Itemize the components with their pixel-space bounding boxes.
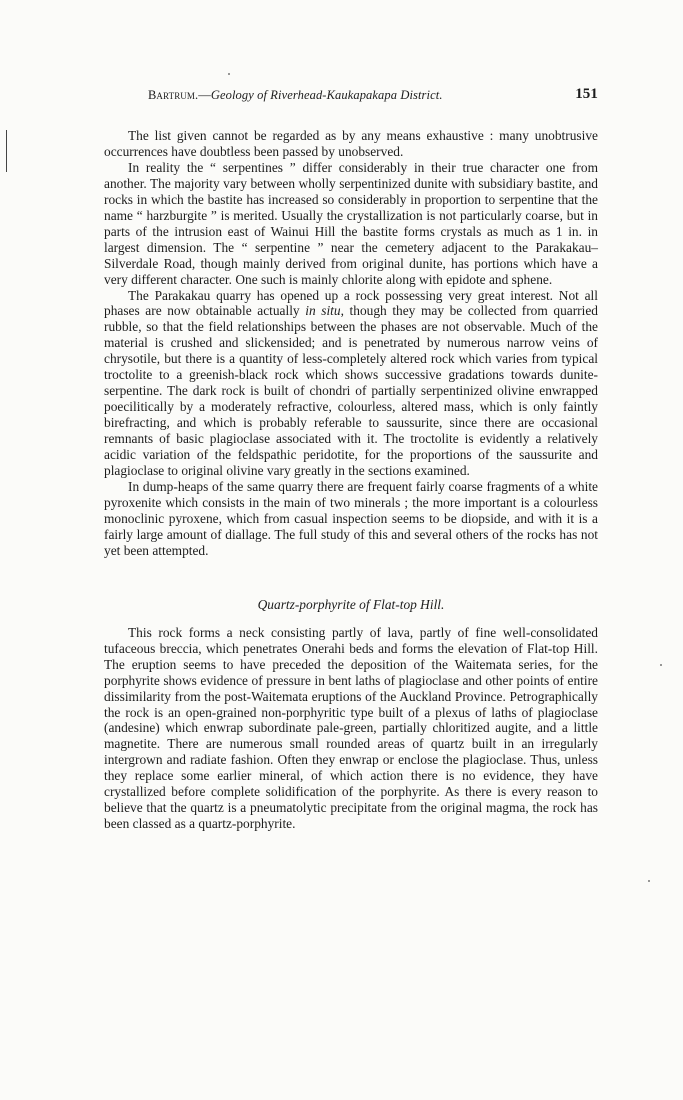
header-author: Bartrum	[148, 88, 196, 102]
header-title: Geology of Riverhead-Kaukapakapa District.	[210, 88, 443, 102]
running-head: Bartrum.—Geology of Riverhead-Kaukapakapa District.	[148, 88, 443, 102]
page-number: 151	[575, 86, 598, 102]
paragraph: This rock forms a neck consisting partly of lava, partly of fine well-consolidated tufaceous breccia, which penetrates Onerahi beds and forms the elevation of Flat-top Hill. The eruption seems to have preceded the deposition of the Waitemata series, for the porphyrite shows evidence of pressure in bent laths of plagioclase and other points of entire dissimilarity from the post-Waitemata eruptions of the Auckland Province. Petrographically the rock is an open-grained non-porphyritic type built of a plexus of laths of plagioclase (andesine) which enwrap subordinate pale-green, partially chloritized augite, and a little magnetite. There are numerous small rounded areas of quartz built in an irregularly intergrown and radiate fashion. Often they enwrap or enclose the plagioclase. Thus, unless they replace some earlier mineral, of which action there is no evidence, they have crystallized before complete solidification of the porphyrite. As there is every reason to believe that the quartz is a pneumatolytic precipitate from the original magma, the rock has been classed as a quartz-porphyrite.	[104, 624, 598, 832]
page-speck	[660, 664, 662, 666]
page-speck	[648, 880, 650, 882]
running-header	[104, 88, 598, 112]
section-heading: Quartz-porphyrite of Flat-top Hill.	[257, 596, 445, 612]
paragraph-text: , though they may be collected from quarried rubble, so that the field relationships between the phases are not observable. Much of the material is crushed and slickensided; and is penetrated by numerous narrow veins of chrysotile, but there is a quantity of less-completely altered rock which varies from typical troctolite to a greenish-black rock which shows successive gradations towards dunite-serpentine. The dark rock is built of chondri of partially serpentinized olivine enwrapped poecilitically by a moderately refractive, colourless, altered mass, which is only faintly birefracting, and which is probably referable to saussurite, since there are occasional remnants of basic plagioclase associated with it. The troctolite is evidently a relatively acidic variation of the feldspathic peridotite, for the proportions of the saussurite and plagioclase to original olivine vary greatly in the sections examined.	[104, 303, 598, 479]
paragraph-italic: in situ	[305, 303, 341, 319]
paragraph: In reality the “ serpentines ” differ considerably in their true character one from another. The majority vary between wholly serpentinized dunite with subsidiary bastite, and rocks in which the bastite has increased so considerably in proportion to serpentine that the name “ harzburgite ” is merited. Usually the crystallization is not particularly coarse, but in parts of the intrusion east of Wainui Hill the bastite forms crystals as much as 1 in. in largest dimension. The “ serpentine ” near the cemetery adjacent to the Parakakau–Silverdale Road, though mainly derived from original dunite, has portions which have a very different character. One such is mainly chlorite along with epidote and sphene.	[104, 159, 598, 287]
paragraph	[104, 288, 598, 479]
paragraph-text: The Parakakau quarry has opened up a rock possessing very great interest. Not all phases are now obtainable actually	[104, 287, 598, 319]
paragraph: In dump-heaps of the same quarry there are frequent fairly coarse fragments of a white pyroxenite which consists in the main of two minerals ; the more important is a colourless monoclinic pyroxene, which from casual inspection seems to be diopside, and with it is a fairly large amount of diallage. The full study of this and several others of the rocks has not yet been attempted.	[104, 478, 598, 558]
paragraph: The list given cannot be regarded as by any means exhaustive : many unobtrusive occurrences have doubtless been passed by unobserved.	[104, 128, 598, 159]
page-speck	[228, 73, 230, 75]
margin-rule	[6, 130, 7, 172]
body-text	[104, 128, 598, 832]
page-content	[104, 88, 598, 832]
